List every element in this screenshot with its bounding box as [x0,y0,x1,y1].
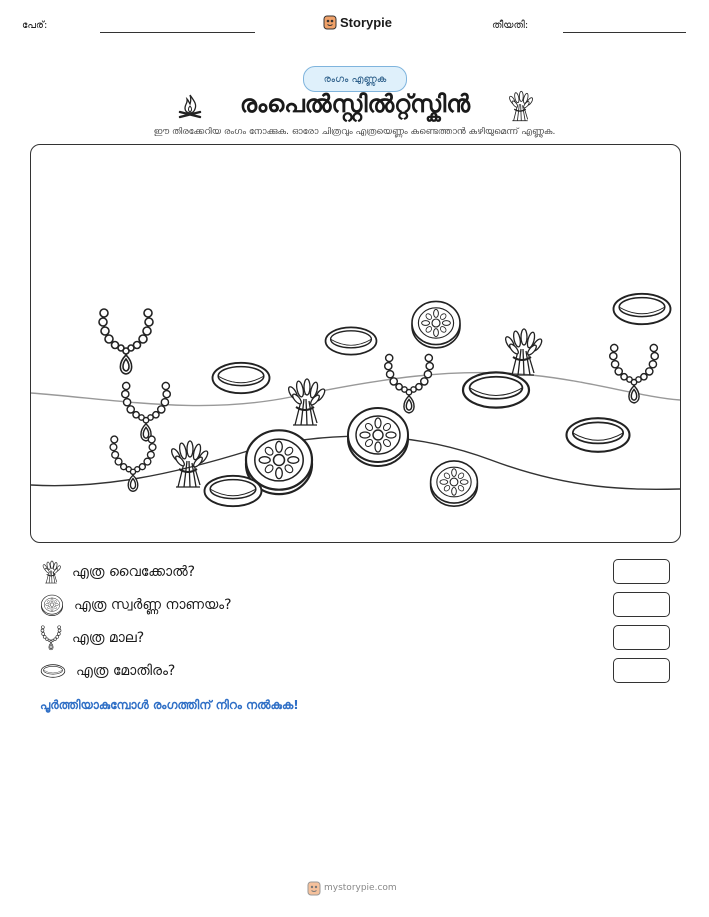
date-label: തീയതി: [492,20,529,31]
counting-scene [30,144,681,543]
question-row-straw [40,560,195,584]
date-line[interactable] [563,32,686,33]
answer-box-coin[interactable] [613,592,670,617]
storypie-mascot-icon [323,14,337,30]
storypie-mascot-icon [307,880,321,896]
color-prompt: പൂർത്തിയാകുമ്പോൾ രംഗത്തിന് നിറം നൽകുക! [40,698,299,712]
question-text: എത്ര മോതിരം? [76,663,176,679]
question-text: എത്ര സ്വർണ്ണ നാണയം? [74,597,232,613]
name-line[interactable] [100,32,255,33]
ring-icon [40,663,66,679]
answer-box-straw[interactable] [613,559,670,584]
question-row-ring [40,659,175,683]
footer-site[interactable]: mystorypie.com [324,883,397,893]
scene-illustration [31,145,680,542]
brand-name: Storypie [340,14,393,30]
brand-logo [323,14,392,30]
worksheet-title: രംപെൽസ്റ്റിൽറ്റ്സ്കിൻ [239,90,471,118]
footer [307,880,397,896]
answer-box-ring[interactable] [613,658,670,683]
answer-box-necklace[interactable] [613,625,670,650]
name-label: പേര്: [22,20,48,31]
question-text: എത്ര വൈക്കോൽ? [72,564,196,580]
question-row-necklace [40,626,144,650]
wheat-bundle-icon [505,90,535,122]
activity-tag: രംഗം എണ്ണുക [303,66,407,92]
question-text: എത്ര മാല? [72,630,145,646]
gold-coin-icon [40,594,64,616]
wheat-bundle-icon [40,560,62,584]
question-row-coin [40,593,232,617]
instruction-text: ഈ തിരക്കേറിയ രംഗം നോക്കുക. ഓരോ ചിത്രവും എത്രയെണ്ണം കണ്ടെത്താൻ കഴിയുമെന്ന് എണ്ണുക. [153,127,556,137]
necklace-icon [40,625,62,651]
